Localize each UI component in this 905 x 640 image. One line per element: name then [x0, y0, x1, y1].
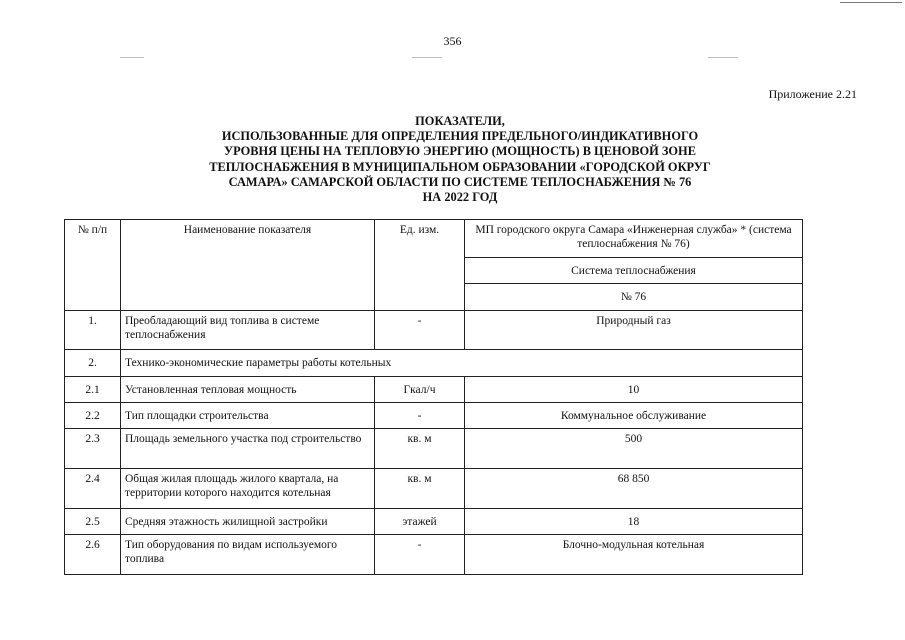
table-row — [65, 469, 803, 509]
title-line: ТЕПЛОСНАБЖЕНИЯ В МУНИЦИПАЛЬНОМ ОБРАЗОВАНИИ «ГОРОДСКОЙ ОКРУГ — [209, 159, 711, 174]
row-num: 2.6 — [65, 535, 121, 575]
row-num: 1. — [65, 311, 121, 350]
row-unit: этажей — [375, 509, 465, 535]
row-value: Природный газ — [465, 311, 803, 350]
header-name: Наименование показателя — [121, 220, 375, 311]
scan-artifact — [708, 57, 738, 58]
row-value: 18 — [465, 509, 803, 535]
section-title: Технико-экономические параметры работы котельных — [121, 350, 803, 377]
row-value: 68 850 — [465, 469, 803, 509]
title-line: УРОВНЯ ЦЕНЫ НА ТЕПЛОВУЮ ЭНЕРГИЮ (МОЩНОСТЬ) В ЦЕНОВОЙ ЗОНЕ — [224, 144, 696, 159]
row-num: 2.4 — [65, 469, 121, 509]
row-value: 10 — [465, 377, 803, 403]
row-unit: кв. м — [375, 429, 465, 469]
table-row — [65, 377, 803, 403]
appendix-label: Приложение 2.21 — [768, 87, 857, 101]
row-num: 2.3 — [65, 429, 121, 469]
header-unit: Ед. изм. — [375, 220, 465, 311]
row-name: Преобладающий вид топлива в системе теплоснабжения — [121, 311, 375, 350]
page-number: 356 — [443, 34, 462, 48]
row-name: Установленная тепловая мощность — [121, 377, 375, 403]
table-row — [65, 429, 803, 469]
title-line: ИСПОЛЬЗОВАННЫЕ ДЛЯ ОПРЕДЕЛЕНИЯ ПРЕДЕЛЬНОГО/ИНДИКАТИВНОГО — [221, 129, 699, 144]
header-num: № п/п — [65, 220, 121, 311]
row-unit: Гкал/ч — [375, 377, 465, 403]
row-num: 2.1 — [65, 377, 121, 403]
table-row — [65, 509, 803, 535]
title-line: ПОКАЗАТЕЛИ, — [415, 114, 505, 128]
table-header-row — [65, 220, 803, 258]
row-value: Коммунальное обслуживание — [465, 403, 803, 429]
title-line: НА 2022 ГОД — [422, 190, 498, 205]
row-num: 2.2 — [65, 403, 121, 429]
row-name: Общая жилая площадь жилого квартала, на территории которого находится котельная — [121, 469, 375, 509]
scan-artifact — [120, 57, 144, 58]
title-line: САМАРА» САМАРСКОЙ ОБЛАСТИ ПО СИСТЕМЕ ТЕПЛОСНАБЖЕНИЯ № 76 — [228, 174, 692, 189]
header-organization: МП городского округа Самара «Инженерная служба» * (система теплоснабжения № 76) — [465, 220, 803, 258]
header-system-label: Система теплоснабжения — [465, 258, 803, 284]
row-value: 500 — [465, 429, 803, 469]
row-name: Площадь земельного участка под строительство — [121, 429, 375, 469]
row-unit: - — [375, 535, 465, 575]
row-unit: кв. м — [375, 469, 465, 509]
document-title — [140, 114, 780, 205]
row-name: Средняя этажность жилищной застройки — [121, 509, 375, 535]
row-value: Блочно-модульная котельная — [465, 535, 803, 575]
table-row — [65, 535, 803, 575]
table-row — [65, 403, 803, 429]
row-name: Тип площадки строительства — [121, 403, 375, 429]
row-unit: - — [375, 403, 465, 429]
indicators-table — [64, 219, 803, 575]
scan-artifact — [412, 57, 442, 58]
row-name: Тип оборудования по видам используемого топлива — [121, 535, 375, 575]
scan-artifact — [840, 2, 902, 3]
row-num: 2. — [65, 350, 121, 377]
row-unit: - — [375, 311, 465, 350]
row-num: 2.5 — [65, 509, 121, 535]
header-system-number: № 76 — [465, 284, 803, 311]
table-row — [65, 311, 803, 350]
table-section-row — [65, 350, 803, 377]
